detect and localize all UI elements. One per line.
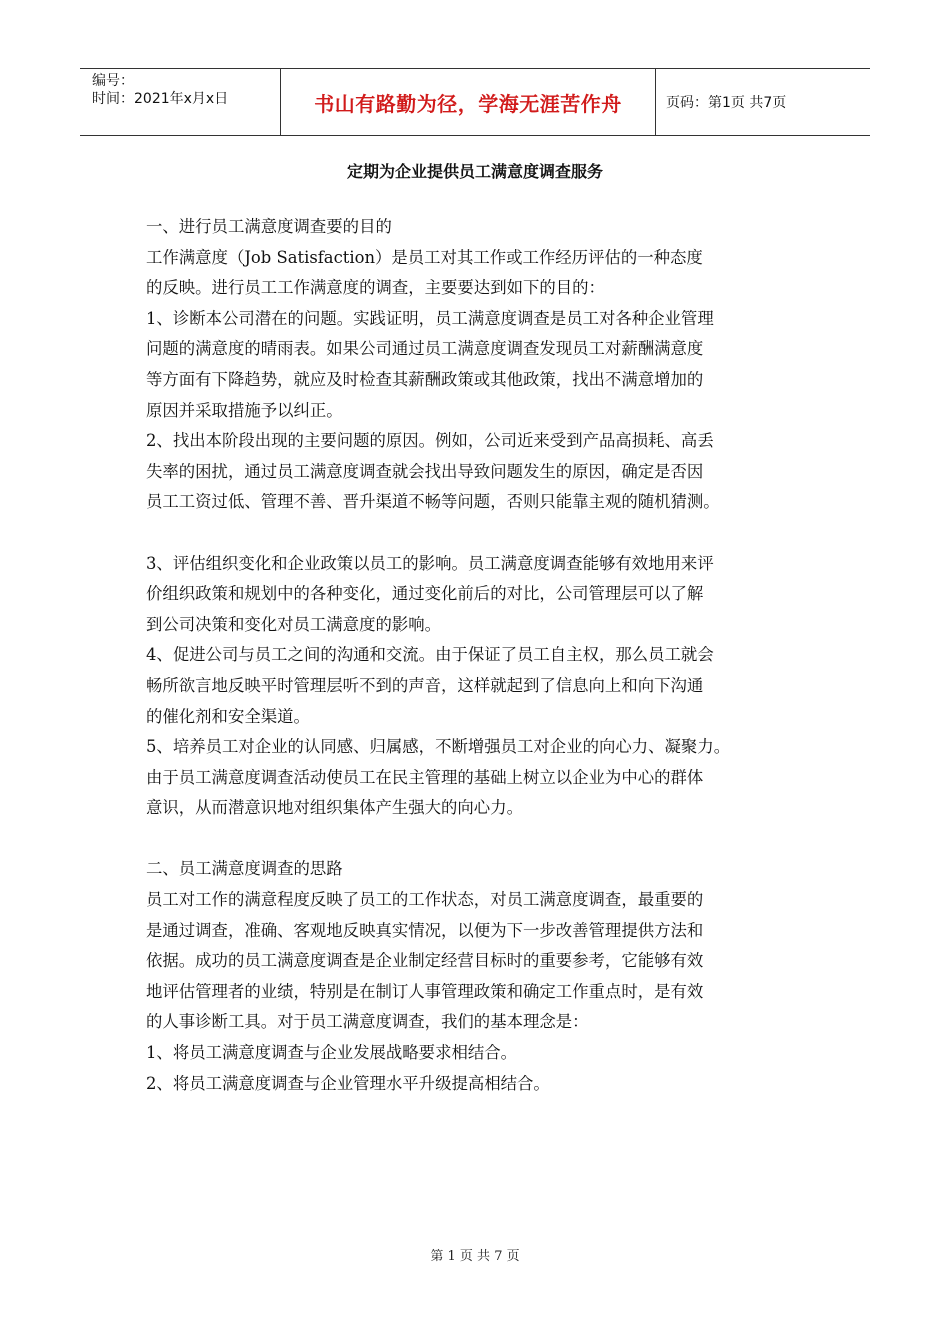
document-date-label: 时间：2021年x月x日 xyxy=(92,91,229,107)
body-line: 由于员工满意度调查活动使员工在民主管理的基础上树立以企业为中心的群体 xyxy=(146,767,704,787)
blank-line xyxy=(146,518,846,549)
body-line: 价组织政策和规划中的各种变化，通过变化前后的对比，公司管理层可以了解 xyxy=(146,584,704,604)
body-line: 3、评估组织变化和企业政策以员工的影响。员工满意度调查能够有效地用来评 xyxy=(146,553,714,573)
body-line: 5、培养员工对企业的认同感、归属感，不断增强员工对企业的向心力、凝聚力。 xyxy=(146,737,731,757)
body-line: 二、员工满意度调查的思路 xyxy=(146,859,343,879)
body-line: 1、将员工满意度调查与企业发展战略要求相结合。 xyxy=(146,1043,518,1063)
page-footer: 第 1 页 共 7 页 xyxy=(430,1249,520,1264)
body-line: 畅所欲言地反映平时管理层听不到的声音，这样就起到了信息向上和向下沟通 xyxy=(146,675,704,695)
document-body xyxy=(146,212,846,1099)
header-page-label: 页码：第1页 共7页 xyxy=(666,95,787,111)
body-line: 2、找出本阶段出现的主要问题的原因。例如，公司近来受到产品高损耗、高丢 xyxy=(146,431,714,451)
body-line: 1、诊断本公司潜在的问题。实践证明，员工满意度调查是员工对各种企业管理 xyxy=(146,308,714,328)
body-line: 4、促进公司与员工之间的沟通和交流。由于保证了员工自主权，那么员工就会 xyxy=(146,645,714,665)
body-line: 地评估管理者的业绩，特别是在制订人事管理政策和确定工作重点时，是有效 xyxy=(146,981,704,1001)
body-line: 员工工资过低、管理不善、晋升渠道不畅等问题，否则只能靠主观的随机猜测。 xyxy=(146,492,720,512)
page-header xyxy=(80,68,870,136)
body-line: 2、将员工满意度调查与企业管理水平升级提高相结合。 xyxy=(146,1073,550,1093)
document-number-label: 编号： xyxy=(92,73,134,89)
body-line: 失率的困扰，通过员工满意度调查就会找出导致问题发生的原因，确定是否因 xyxy=(146,461,704,481)
body-line: 工作满意度（Job Satisfaction）是员工对其工作或工作经历评估的一种态度 xyxy=(146,247,703,267)
header-meta xyxy=(80,69,280,135)
body-line: 问题的满意度的晴雨表。如果公司通过员工满意度调查发现员工对薪酬满意度 xyxy=(146,339,704,359)
body-line: 原因并采取措施予以纠正。 xyxy=(146,400,343,420)
blank-line xyxy=(146,824,846,855)
body-line: 依据。成功的员工满意度调查是企业制定经营目标时的重要参考，它能够有效 xyxy=(146,951,704,971)
body-line: 一、进行员工满意度调查要的目的 xyxy=(146,217,392,236)
body-line: 员工对工作的满意程度反映了员工的工作状态，对员工满意度调查，最重要的 xyxy=(146,890,704,910)
body-line: 意识，从而潜意识地对组织集体产生强大的向心力。 xyxy=(146,798,523,818)
body-line: 的反映。进行员工工作满意度的调查，主要要达到如下的目的： xyxy=(146,278,605,298)
body-line: 的催化剂和安全渠道。 xyxy=(146,706,310,726)
body-line: 等方面有下降趋势，就应及时检查其薪酬政策或其他政策，找出不满意增加的 xyxy=(146,369,704,389)
body-line: 的人事诊断工具。对于员工满意度调查，我们的基本理念是： xyxy=(146,1012,589,1032)
header-motto: 书山有路勤为径，学海无涯苦作舟 xyxy=(280,69,656,135)
document-title: 定期为企业提供员工满意度调查服务 xyxy=(346,162,603,181)
body-line: 到公司决策和变化对员工满意度的影响。 xyxy=(146,614,442,634)
body-line: 是通过调查，准确、客观地反映真实情况，以便为下一步改善管理提供方法和 xyxy=(146,920,704,940)
